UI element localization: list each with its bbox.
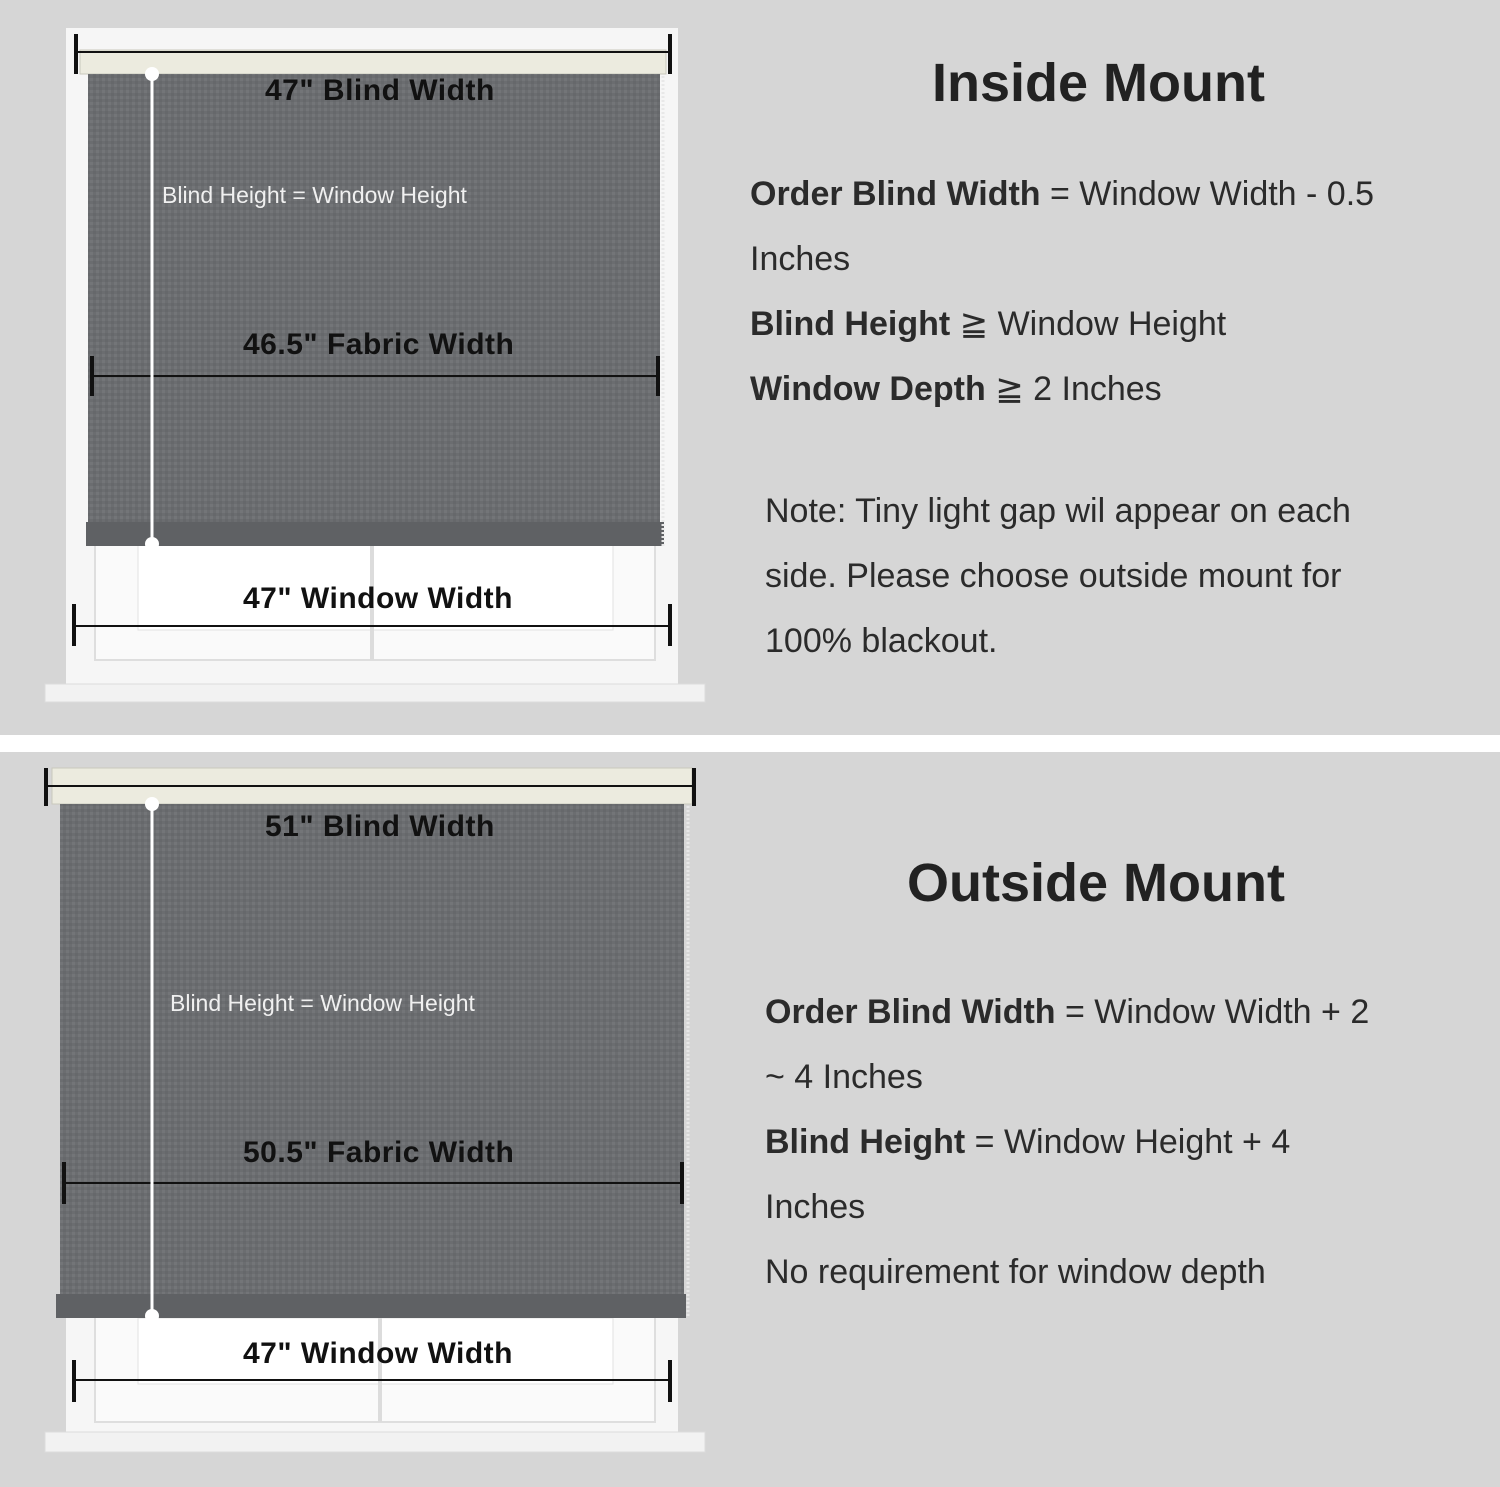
rule-key: Order Blind Width bbox=[750, 175, 1041, 213]
note-line: 100% blackout. bbox=[765, 622, 998, 660]
outside-mount-panel bbox=[0, 752, 1500, 1487]
inside-mount-panel bbox=[0, 0, 1500, 735]
blind-width-label: 47" Blind Width bbox=[265, 74, 495, 107]
blind-fabric bbox=[88, 74, 660, 524]
note-line: side. Please choose outside mount for bbox=[765, 557, 1342, 595]
rule-key: Window Depth bbox=[750, 370, 986, 408]
rule-depth: No requirement for window depth bbox=[765, 1253, 1266, 1291]
rule-key: Blind Height bbox=[750, 305, 951, 343]
rule-continuation: Inches bbox=[765, 1188, 866, 1226]
outside-rules bbox=[765, 980, 1369, 1305]
outside-mount-diagram bbox=[0, 752, 760, 1487]
rule-value: ≧ 2 Inches bbox=[985, 370, 1162, 408]
height-equation-label: Blind Height = Window Height bbox=[170, 990, 475, 1016]
height-equation-label: Blind Height = Window Height bbox=[162, 182, 467, 208]
rule-value: = Window Width - 0.5 bbox=[1040, 175, 1375, 213]
bottom-rail bbox=[86, 522, 664, 546]
rule-value: = Window Width + 2 bbox=[1055, 993, 1370, 1031]
fabric-width-label: 46.5" Fabric Width bbox=[243, 328, 515, 361]
note-line: Note: Tiny light gap wil appear on each bbox=[765, 492, 1351, 530]
rule-continuation: ~ 4 Inches bbox=[765, 1058, 923, 1096]
window-sill bbox=[45, 1432, 705, 1452]
rule-continuation: Inches bbox=[750, 240, 851, 278]
rule-key: Order Blind Width bbox=[765, 993, 1056, 1031]
inside-note bbox=[765, 479, 1351, 674]
blind-width-label: 51" Blind Width bbox=[265, 810, 495, 843]
window-width-label: 47" Window Width bbox=[243, 582, 513, 615]
rule-key: Blind Height bbox=[765, 1123, 966, 1161]
roller-tube bbox=[80, 50, 666, 74]
rule-value: ≧ Window Height bbox=[950, 305, 1227, 343]
window-width-label: 47" Window Width bbox=[243, 1337, 513, 1370]
blind-fabric bbox=[60, 804, 684, 1296]
window-sill bbox=[45, 684, 705, 702]
inside-rules bbox=[750, 162, 1374, 422]
inside-mount-diagram bbox=[0, 0, 760, 735]
outside-mount-title: Outside Mount bbox=[907, 853, 1285, 913]
rule-value: = Window Height + 4 bbox=[965, 1123, 1291, 1161]
fabric-width-label: 50.5" Fabric Width bbox=[243, 1136, 515, 1169]
inside-mount-title: Inside Mount bbox=[932, 53, 1265, 113]
